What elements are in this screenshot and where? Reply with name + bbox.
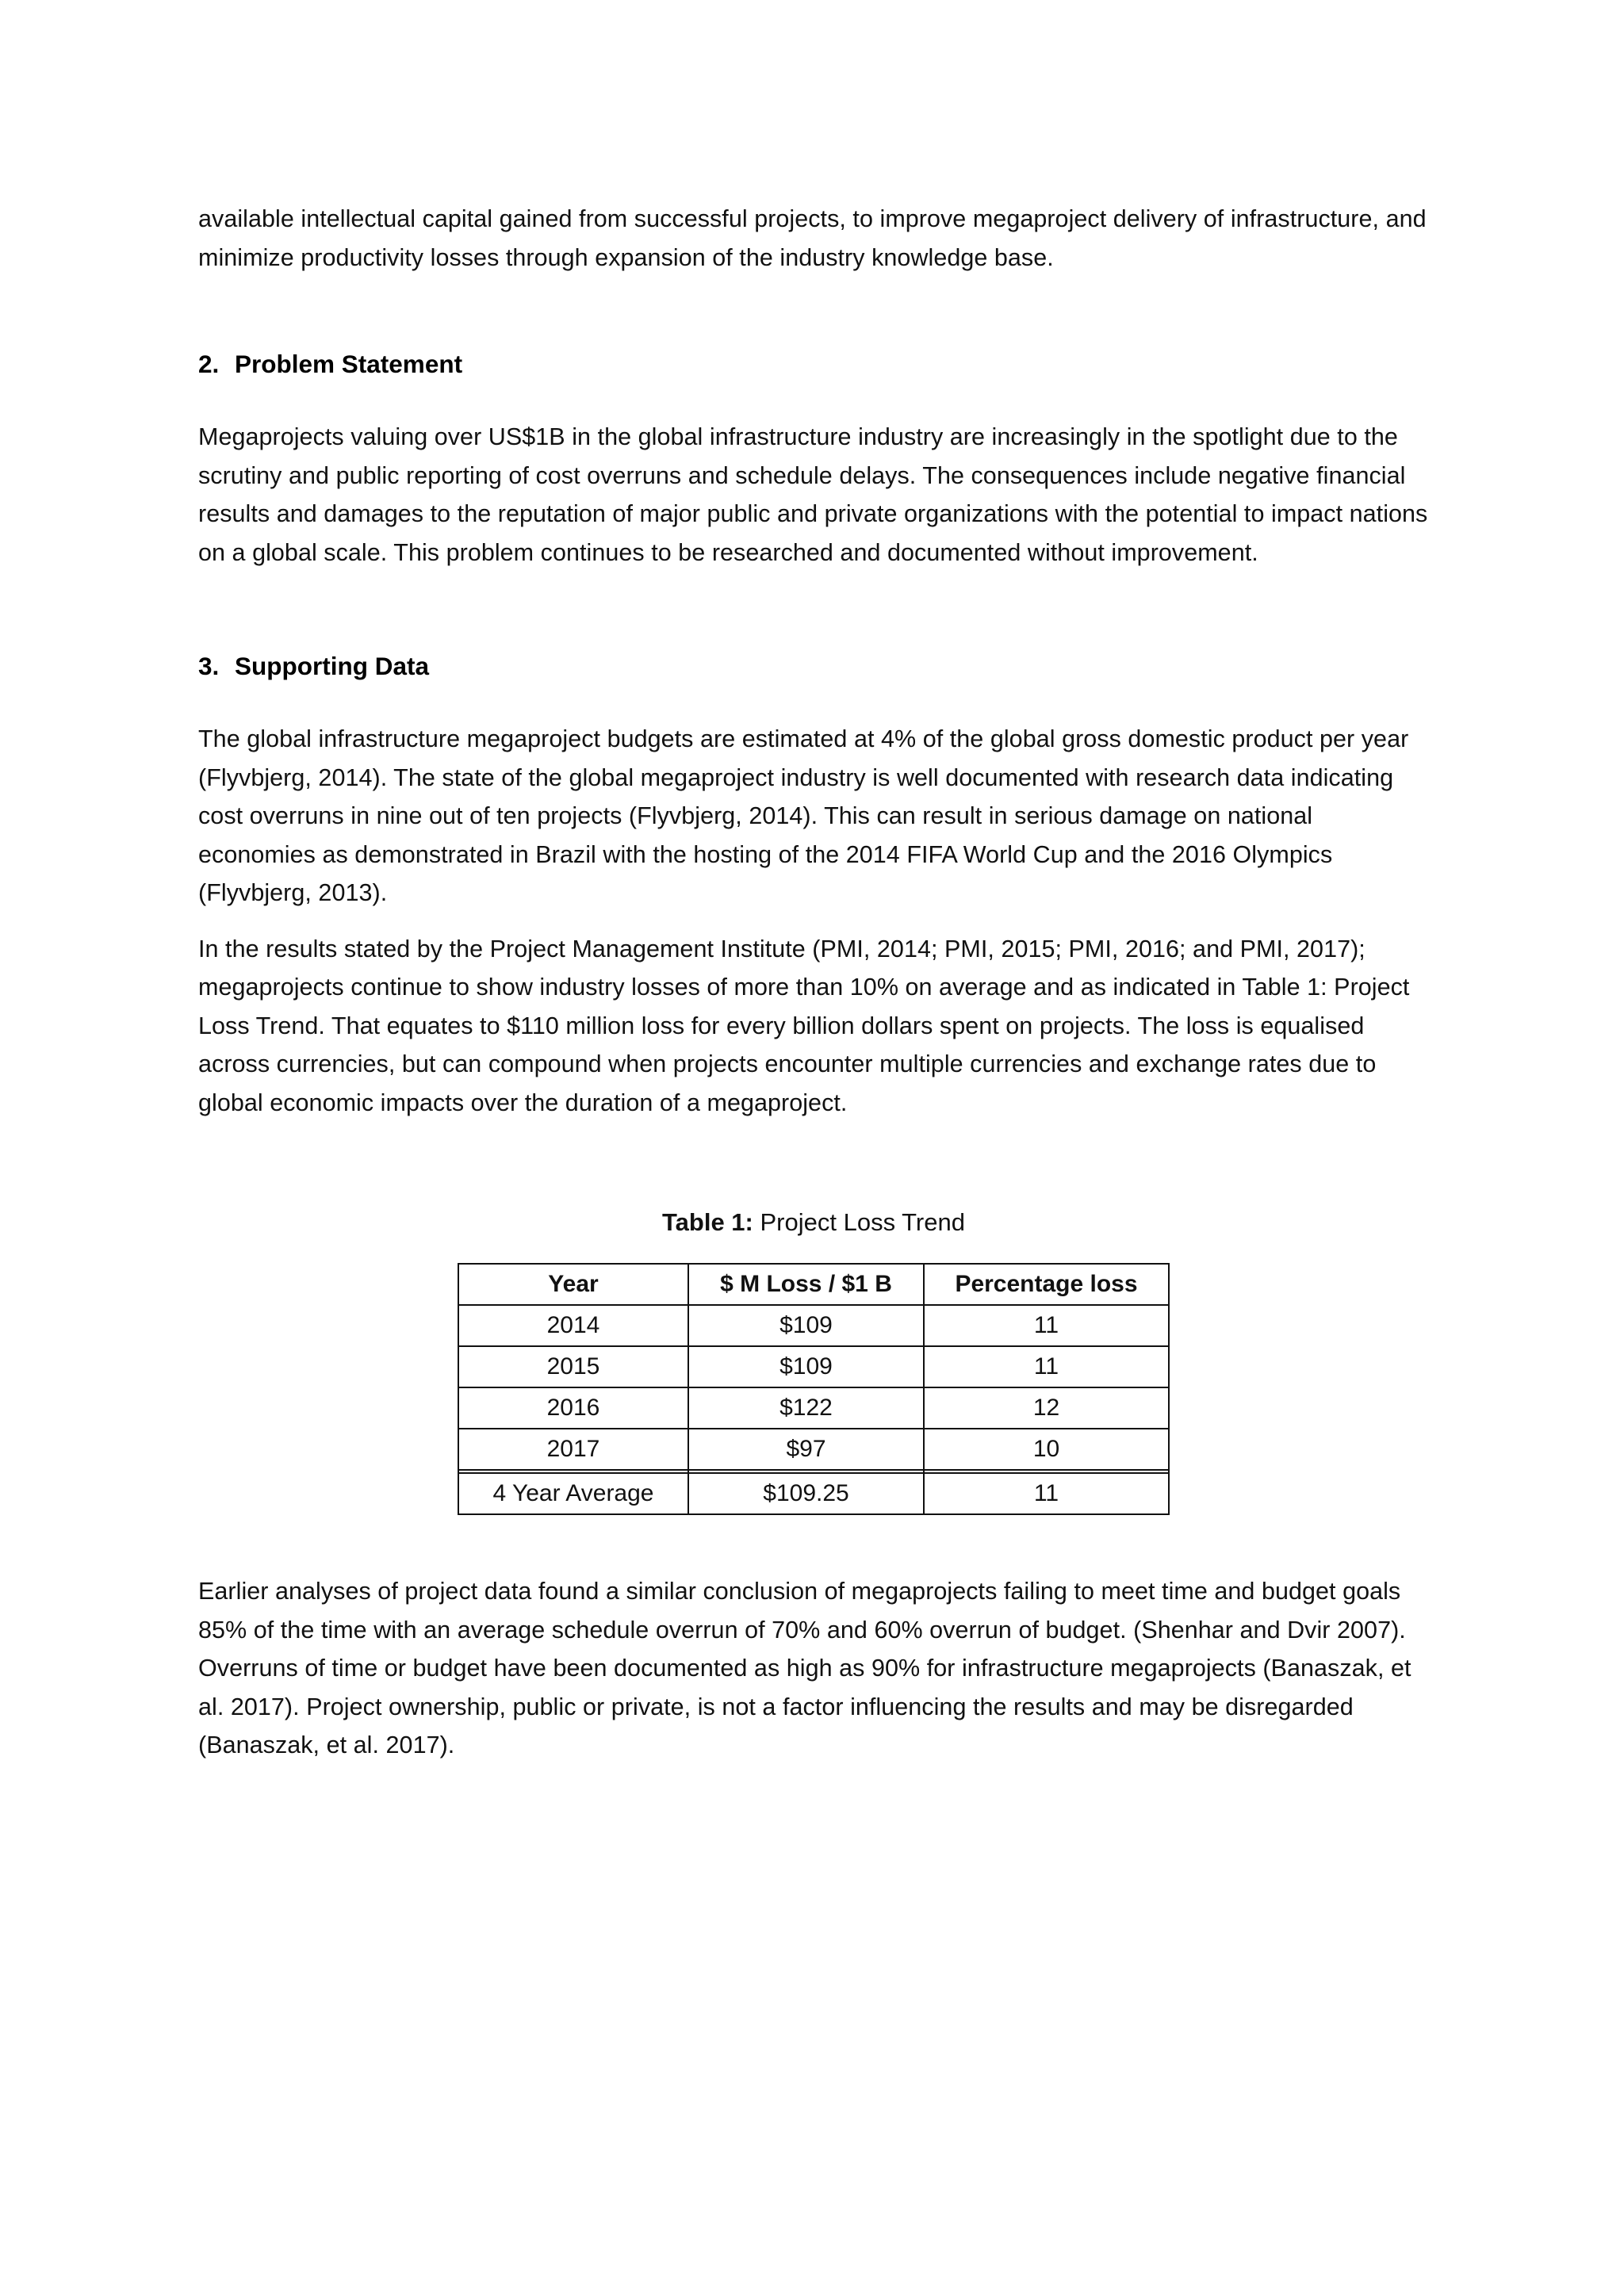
cell-loss-total: $109.25 bbox=[688, 1473, 924, 1514]
spacer bbox=[198, 572, 1429, 649]
table-row bbox=[458, 1305, 1169, 1346]
cell-loss: $97 bbox=[688, 1429, 924, 1470]
heading-problem-statement bbox=[198, 346, 1429, 381]
table-header-row bbox=[458, 1264, 1169, 1305]
closing-paragraph: Earlier analyses of project data found a similar conclusion of megaprojects failing to meet time and budget goals 85% of the time with an average schedule overrun of 70% and 60% overrun of budget. (Shenhar and Dvir 2007). Overruns of time or budget have been documented as high as 90% for infrastructure megaprojects (Banaszak, et al. 2017). Project ownership, public or private, is not a factor influencing the results and may be disregarded (Banaszak, et al. 2017). bbox=[198, 1578, 1411, 1758]
table-row bbox=[458, 1429, 1169, 1470]
spacer bbox=[198, 1515, 1429, 1572]
project-loss-trend-table bbox=[458, 1263, 1170, 1515]
heading-number-2: 2. bbox=[198, 350, 220, 378]
column-header-percentage: Percentage loss bbox=[924, 1264, 1169, 1305]
table-block bbox=[198, 1206, 1429, 1515]
intro-paragraph: available intellectual capital gained from successful projects, to improve megaproject delivery of infrastructure, and minimize productivity losses through expansion of the industry knowledge base. bbox=[198, 205, 1427, 271]
cell-percentage-total: 11 bbox=[924, 1473, 1169, 1514]
cell-year: 2017 bbox=[458, 1429, 688, 1470]
cell-percentage: 11 bbox=[924, 1305, 1169, 1346]
cell-percentage: 11 bbox=[924, 1346, 1169, 1387]
table-caption-text: Project Loss Trend bbox=[753, 1208, 965, 1236]
cell-loss: $109 bbox=[688, 1305, 924, 1346]
cell-loss: $109 bbox=[688, 1346, 924, 1387]
table-caption bbox=[198, 1206, 1429, 1239]
table-caption-label: Table 1: bbox=[662, 1208, 753, 1236]
table-row bbox=[458, 1387, 1169, 1429]
cell-percentage: 10 bbox=[924, 1429, 1169, 1470]
cell-year-total: 4 Year Average bbox=[458, 1473, 688, 1514]
cell-year: 2016 bbox=[458, 1387, 688, 1429]
supporting-data-paragraph-2: In the results stated by the Project Management Institute (PMI, 2014; PMI, 2015; PMI, 2016; and PMI, 2017); megaprojects continue to show industry losses of more than 10% on average and as indicated in Table 1: Project Loss Trend. That equates to $110 million loss for every billion dollars spent on projects. The loss is equalised across currencies, but can compound when projects encounter multiple currencies and exchange rates due to global economic impacts over the duration of a megaproject. bbox=[198, 935, 1410, 1116]
spacer bbox=[198, 381, 1429, 418]
problem-statement-paragraph: Megaprojects valuing over US$1B in the global infrastructure industry are increasingly in the spotlight due to the scrutiny and public reporting of cost overruns and schedule delays. The consequences include negative financial results and damages to the reputation of major public and private organizations with the potential to impact nations on a global scale. This problem continues to be researched and documented without improvement. bbox=[198, 423, 1428, 566]
column-header-loss: $ M Loss / $1 B bbox=[688, 1264, 924, 1305]
cell-year: 2014 bbox=[458, 1305, 688, 1346]
heading-title-3: Supporting Data bbox=[235, 652, 429, 680]
heading-supporting-data bbox=[198, 649, 1429, 683]
spacer bbox=[198, 277, 1429, 346]
spacer bbox=[198, 683, 1429, 720]
heading-title-2: Problem Statement bbox=[235, 350, 463, 378]
column-header-year: Year bbox=[458, 1264, 688, 1305]
supporting-data-paragraph-1: The global infrastructure megaproject budgets are estimated at 4% of the global gross domestic product per year (Flyvbjerg, 2014). The state of the global megaproject industry is well documented with research data indicating cost overruns in nine out of ten projects (Flyvbjerg, 2014). This can result in serious damage on national economies as demonstrated in Brazil with the hosting of the 2014 FIFA World Cup and the 2016 Olympics (Flyvbjerg, 2013). bbox=[198, 725, 1409, 906]
table-total-row bbox=[458, 1473, 1169, 1514]
table-row bbox=[458, 1346, 1169, 1387]
heading-number-3: 3. bbox=[198, 652, 220, 680]
cell-percentage: 12 bbox=[924, 1387, 1169, 1429]
cell-year: 2015 bbox=[458, 1346, 688, 1387]
cell-loss: $122 bbox=[688, 1387, 924, 1429]
page-content bbox=[198, 200, 1429, 1765]
